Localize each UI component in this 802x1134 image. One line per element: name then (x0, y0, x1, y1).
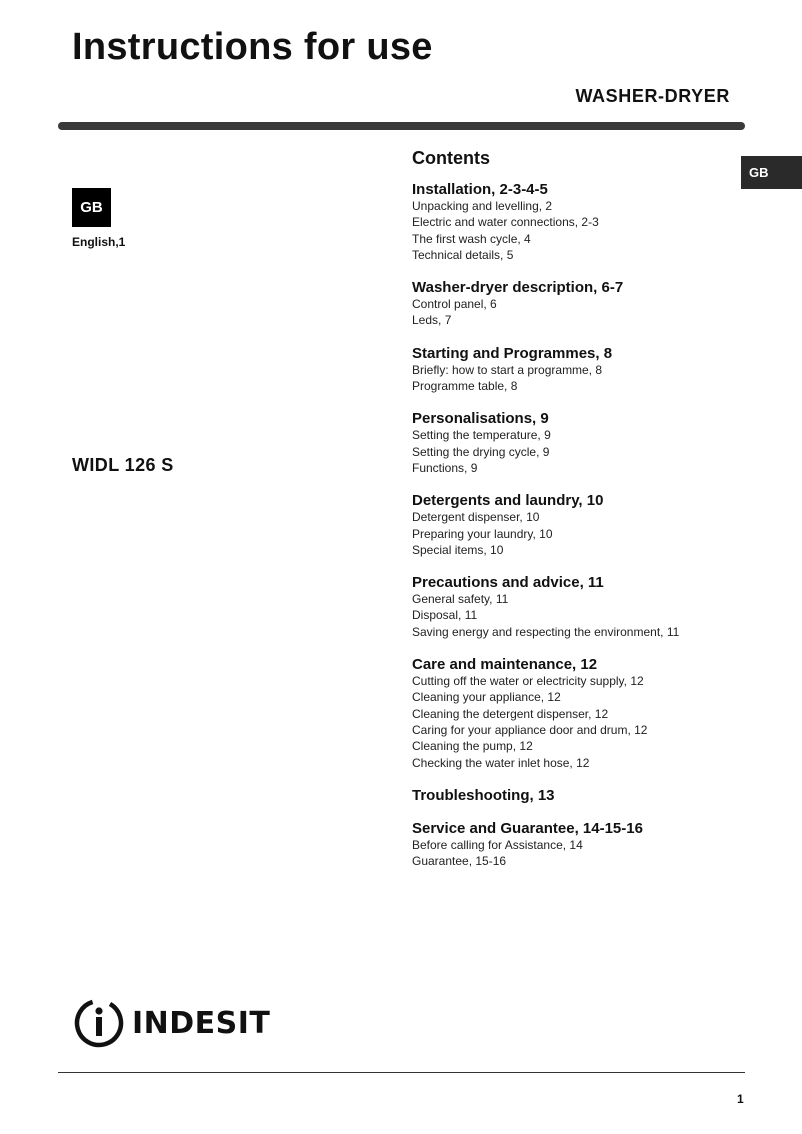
section-entry: General safety, 11 (412, 592, 509, 607)
section-title: Detergents and laundry, 10 (412, 492, 604, 510)
product-type: WASHER-DRYER (575, 86, 730, 106)
section-title: Troubleshooting, 13 (412, 786, 555, 804)
indesit-logo-icon (72, 996, 126, 1050)
section-title: Starting and Programmes, 8 (412, 344, 613, 362)
section-entry: Leds, 7 (412, 313, 452, 328)
section-title: Precautions and advice, 11 (412, 574, 604, 592)
section-entry: Technical details, 5 (412, 247, 514, 262)
section-entry: Detergent dispenser, 10 (412, 510, 540, 525)
section-entry: Checking the water inlet hose, 12 (412, 755, 590, 770)
bottom-divider (58, 1072, 745, 1073)
language-label: English,1 (72, 235, 126, 249)
section-title: Service and Guarantee, 14-15-16 (412, 819, 643, 837)
section-title: Care and maintenance, 12 (412, 656, 598, 674)
contents-section (412, 410, 742, 476)
section-entry: Saving energy and respecting the environment, 11 (412, 624, 680, 639)
section-entry: The first wash cycle, 4 (412, 231, 531, 246)
section-entry: Control panel, 6 (412, 297, 497, 312)
section-entry: Guarantee, 15-16 (412, 854, 507, 869)
section-entry: Before calling for Assistance, 14 (412, 837, 583, 852)
contents-section (412, 787, 742, 804)
section-entry: Cutting off the water or electricity supply, 12 (412, 674, 644, 689)
section-entry: Electric and water connections, 2-3 (412, 215, 599, 230)
page-number: 1 (737, 1092, 744, 1106)
section-entry: Setting the temperature, 9 (412, 428, 551, 443)
brand-logo-text: INDESIT (132, 1005, 271, 1041)
brand-logo (72, 996, 272, 1050)
section-entry: Briefly: how to start a programme, 8 (412, 362, 603, 377)
section-entry: Special items, 10 (412, 542, 504, 557)
section-title: Washer-dryer description, 6-7 (412, 279, 624, 297)
section-entry: Caring for your appliance door and drum, 12 (412, 722, 648, 737)
language-badge: GB (72, 188, 111, 227)
section-entry: Cleaning the detergent dispenser, 12 (412, 706, 609, 721)
contents-section (412, 574, 742, 640)
contents-section (412, 820, 742, 870)
contents-section (412, 656, 742, 771)
contents-section (412, 345, 742, 395)
contents-section (412, 279, 742, 329)
language-side-tab: GB (741, 156, 802, 189)
table-of-contents (412, 148, 742, 885)
section-entry: Cleaning your appliance, 12 (412, 690, 561, 705)
contents-heading: Contents (412, 148, 490, 168)
section-entry: Functions, 9 (412, 460, 478, 475)
top-divider (58, 122, 745, 130)
section-entry: Setting the drying cycle, 9 (412, 444, 550, 459)
section-entry: Cleaning the pump, 12 (412, 739, 533, 754)
section-entry: Unpacking and levelling, 2 (412, 199, 553, 213)
model-number: WIDL 126 S (72, 455, 174, 475)
contents-section (412, 492, 742, 558)
section-title: Personalisations, 9 (412, 410, 549, 428)
page-title: Instructions for use (72, 26, 433, 68)
contents-section (412, 181, 742, 263)
section-entry: Preparing your laundry, 10 (412, 526, 553, 541)
section-title: Installation, 2-3-4-5 (412, 181, 548, 198)
section-entry: Disposal, 11 (412, 608, 478, 623)
section-entry: Programme table, 8 (412, 379, 518, 394)
